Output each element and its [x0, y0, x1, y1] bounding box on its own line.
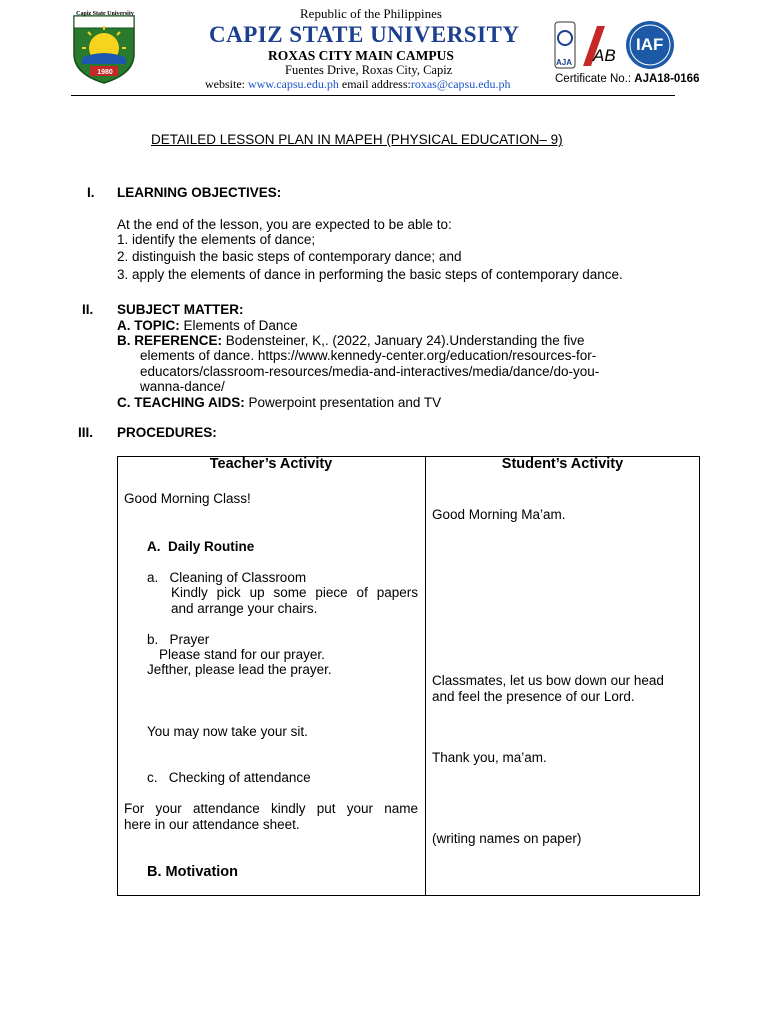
student-prayer: and feel the presence of our Lord. [432, 689, 635, 704]
motivation-heading: B. Motivation [147, 864, 239, 880]
certificate-number [555, 73, 699, 85]
teacher-activity-header: Teacher’s Activity [209, 456, 333, 472]
logo-year: 1980 [97, 69, 113, 76]
cleaning-instruction: and arrange your chairs. [171, 601, 318, 616]
reference-line [117, 333, 585, 349]
reference-text: elements of dance. https://www.kennedy-center.org/education/resources-for- [140, 348, 597, 363]
objective-item: 3. apply the elements of dance in performing the basic steps of contemporary dance. [117, 267, 623, 282]
attendance-instruction: here in our attendance sheet. [124, 817, 300, 832]
daily-routine-heading: A. Daily Routine [147, 539, 255, 554]
republic-line: Republic of the Philippines [300, 6, 442, 21]
teaching-aids-line [117, 395, 441, 411]
prayer-instruction: Jefther, please lead the prayer. [147, 662, 332, 677]
lesson-plan-title: DETAILED LESSON PLAN IN MAPEH (PHYSICAL EDUCATION– 9) [151, 132, 563, 147]
email-label: email address: [341, 77, 411, 91]
objective-item: 2. distinguish the basic steps of contemporary dance; and [117, 249, 462, 264]
prayer-instruction: Please stand for our prayer. [159, 647, 325, 662]
header-divider [71, 95, 675, 96]
cert-label: Certificate No.: [555, 73, 632, 85]
teaching-aids-value: Powerpoint presentation and TV [248, 395, 442, 410]
student-writing: (writing names on paper) [432, 831, 582, 846]
objective-item: 1. identify the elements of dance; [117, 232, 316, 247]
student-greeting: Good Morning Ma’am. [432, 507, 566, 522]
cleaning-heading: a. Cleaning of Classroom [147, 570, 307, 585]
attendance-instruction: For your attendance kindly put your name [124, 801, 418, 816]
campus-name: ROXAS CITY MAIN CAMPUS [268, 48, 454, 63]
section-2-heading: SUBJECT MATTER: [117, 302, 244, 317]
objectives-intro: At the end of the lesson, you are expected to be able to: [117, 217, 452, 232]
student-activity-header: Student’s Activity [501, 456, 624, 472]
teaching-aids-label: C. TEACHING AIDS: [117, 395, 245, 410]
topic-value: Elements of Dance [183, 318, 298, 333]
reference-text: wanna-dance/ [140, 379, 225, 394]
section-3-heading: PROCEDURES: [117, 425, 217, 440]
email-link[interactable]: roxas@capsu.edu.ph [410, 77, 511, 91]
teacher-greeting: Good Morning Class! [124, 491, 251, 506]
section-2-numeral: II. [82, 302, 94, 317]
student-thanks: Thank you, ma’am. [432, 750, 547, 765]
cert-value: AJA18-0166 [634, 73, 700, 85]
campus-address: Fuentes Drive, Roxas City, Capiz [285, 63, 453, 77]
student-prayer: Classmates, let us bow down our head [432, 673, 664, 688]
section-3-numeral: III. [78, 425, 94, 440]
website-label: website: [205, 77, 245, 91]
topic-line [117, 318, 298, 334]
attendance-heading: c. Checking of attendance [147, 770, 311, 785]
reference-label: B. REFERENCE: [117, 333, 223, 348]
ab-badge-text: AB [593, 46, 616, 65]
sit-instruction: You may now take your sit. [147, 724, 308, 739]
website-link[interactable]: www.capsu.edu.ph [248, 77, 339, 91]
logo-text: Capiz State University [76, 11, 134, 17]
table-column-divider [425, 456, 426, 896]
reference-text: Bodensteiner, K,. (2022, January 24).Understanding the five [225, 333, 585, 348]
prayer-heading: b. Prayer [147, 632, 210, 647]
section-1-numeral: I. [87, 185, 95, 200]
aja-badge-text: AJA [556, 58, 573, 67]
contact-line [205, 77, 511, 92]
iaf-badge-text: IAF [636, 35, 664, 54]
university-name: CAPIZ STATE UNIVERSITY [209, 22, 520, 47]
cleaning-instruction: Kindly pick up some piece of papers [171, 585, 418, 600]
reference-text: educators/classroom-resources/media-and-interactives/media/dance/do-you- [140, 364, 600, 379]
section-1-heading: LEARNING OBJECTIVES: [117, 185, 282, 200]
topic-label: A. TOPIC: [117, 318, 180, 333]
